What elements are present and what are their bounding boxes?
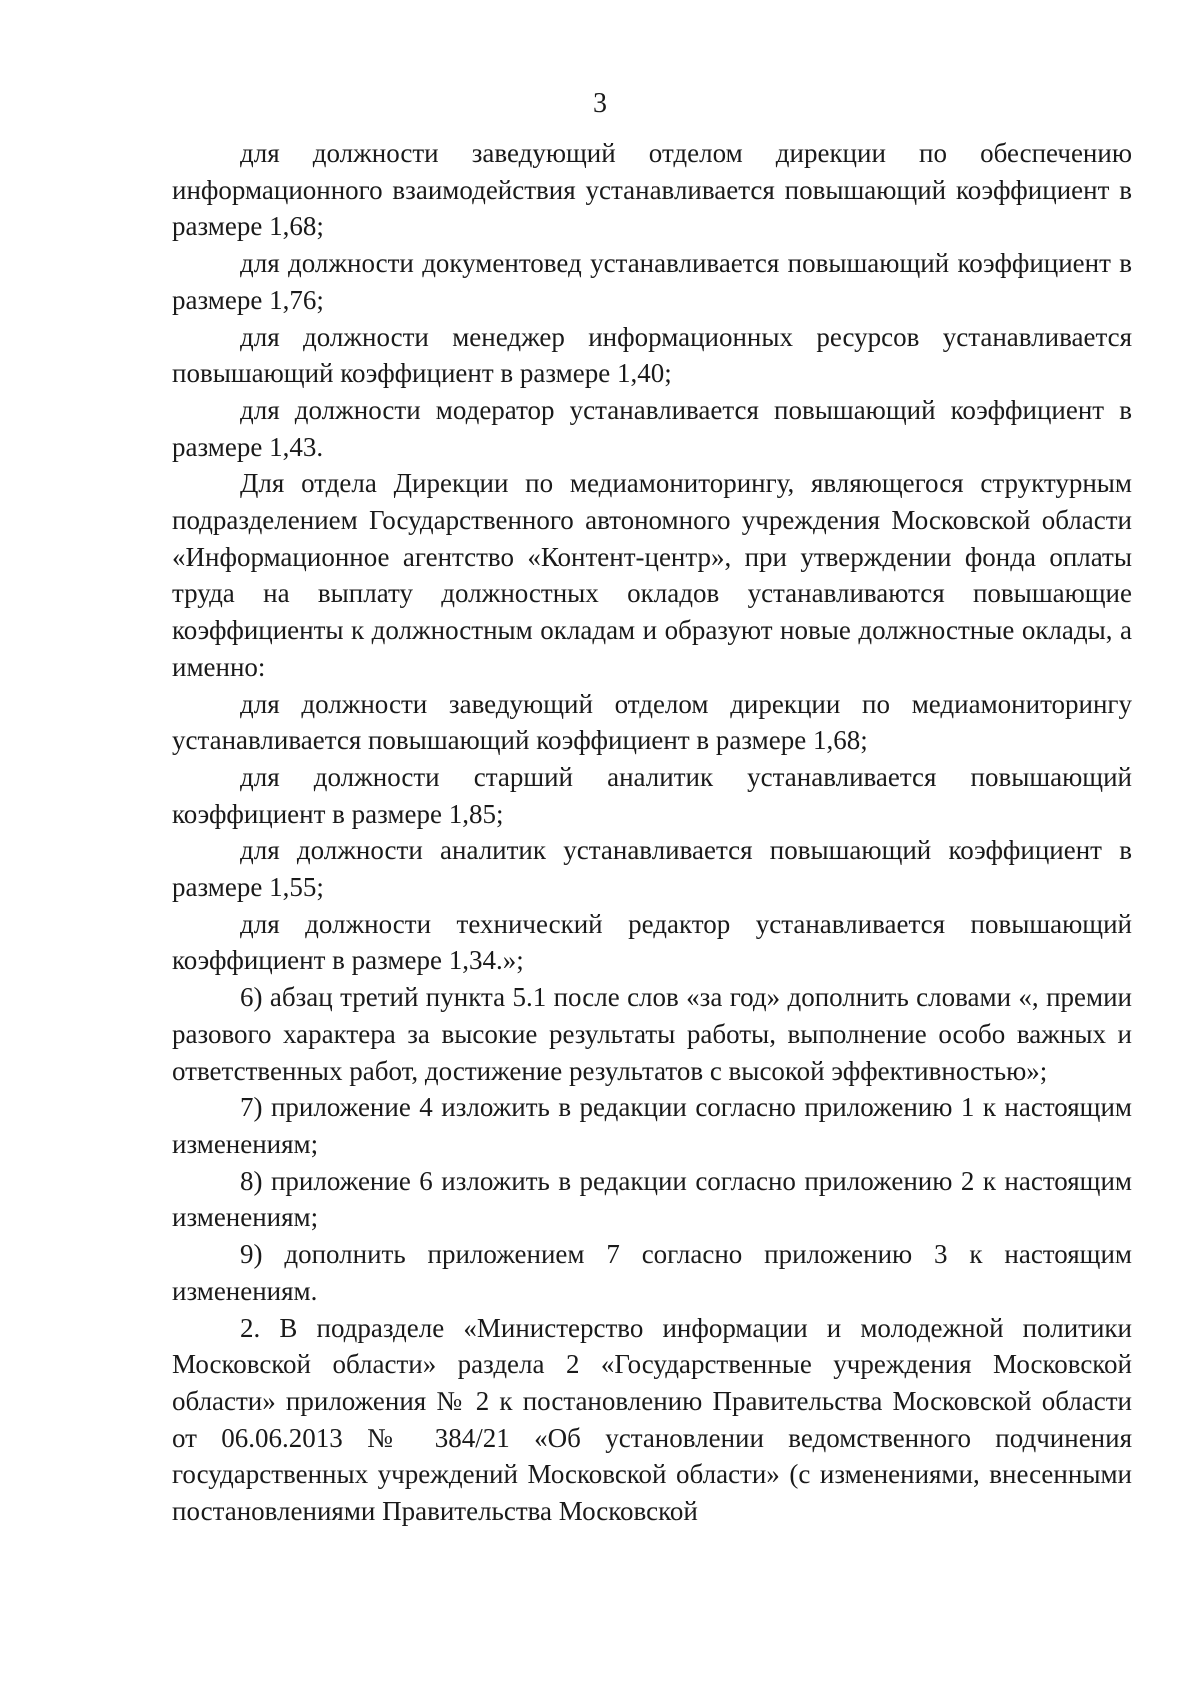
paragraph: для должности модератор устанавливается повышающий коэффициент в размере 1,43. — [172, 394, 1132, 462]
page-number: 3 — [593, 88, 607, 119]
paragraph: 7) приложение 4 изложить в редакции согласно приложению 1 к настоящим изменениям; — [172, 1092, 1132, 1159]
paragraph: для должности старший аналитик устанавливается повышающий коэффициент в размере 1,85; — [172, 761, 1132, 829]
paragraph: для должности заведующий отделом дирекции по медиамониторингу устанавливается повышающий коэффициент в размере 1,68; — [172, 688, 1132, 756]
paragraph: для должности аналитик устанавливается повышающий коэффициент в размере 1,55; — [172, 835, 1132, 903]
paragraph: для должности заведующий отделом дирекции по обеспечению информационного взаимодействия устанавливается повышающий коэффициент в размере 1,68; — [172, 138, 1132, 242]
paragraph: для должности технический редактор устанавливается повышающий коэффициент в размере 1,34.»; — [172, 908, 1132, 976]
paragraph: 9) дополнить приложением 7 согласно приложению 3 к настоящим изменениям. — [172, 1239, 1132, 1306]
paragraph: 2. В подразделе «Министерство информации и молодежной политики Московской области» раздела 2 «Государственные учреждения Московской области» приложения № 2 к постановлению Правительства Московской области от 06.06.2013 № 384/21 «Об установлении ведомственного подчинения государственных учреждений Московской области» (с изменениями, внесенными постановлениями Правительства Московской — [172, 1312, 1132, 1527]
paragraph: 6) абзац третий пункта 5.1 после слов «за год» дополнить словами «, премии разового характера за высокие результаты работы, выполнение особо важных и ответственных работ, достижение результатов с высокой эффективностью»; — [172, 982, 1132, 1086]
paragraph: для должности менеджер информационных ресурсов устанавливается повышающий коэффициент в размере 1,40; — [172, 321, 1132, 389]
paragraph: для должности документовед устанавливается повышающий коэффициент в размере 1,76; — [172, 248, 1132, 315]
document-body — [172, 135, 1132, 1530]
paragraph: Для отдела Дирекции по медиамониторингу, являющегося структурным подразделением Государственного автономного учреждения Московской области «Информационное агентство «Контент-центр», при утверждении фонда оплаты труда на выплату должностных окладов устанавливаются повышающие коэффициенты к должностным окладам и образуют новые должностные оклады, а именно: — [172, 468, 1132, 682]
paragraph: 8) приложение 6 изложить в редакции согласно приложению 2 к настоящим изменениям; — [172, 1165, 1132, 1233]
